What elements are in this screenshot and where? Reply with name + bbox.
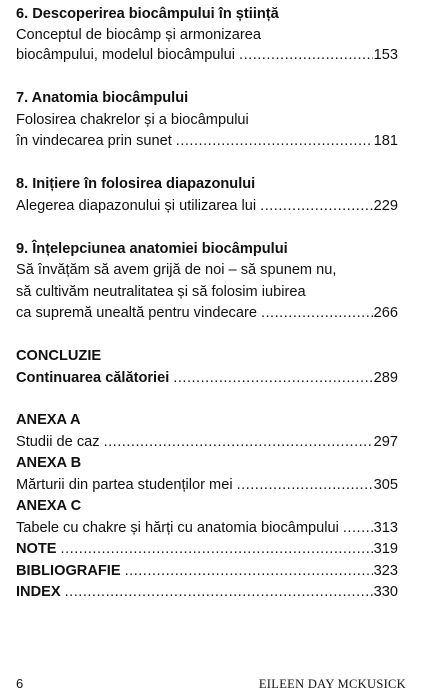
chapter-7-title: 7. Anatomia biocâmpului [16,90,189,106]
dot-leader [125,561,373,581]
page-number: 289 [373,370,398,386]
footer-author: EILEEN DAY MCKUSICK [258,677,406,691]
conclusion-title: CONCLUZIE [16,348,102,364]
chapter-6-entry: biocâmpului, modelul biocâmpului ..... 153 [16,45,398,65]
page-number: 153 [373,47,398,63]
annex-b-entry: Mărturii din partea studenților mei ..... 305 [16,475,398,495]
conclusion-entry: Continuarea călătoriei ..... 289 [16,368,398,388]
notes-entry: NOTE ..... 319 [16,539,398,559]
annex-a-entry: Studii de caz ..... 297 [16,432,398,452]
dot-leader [61,539,373,559]
annex-c-title: ANEXA C [16,498,82,514]
chapter-6-line-1: Conceptul de biocâmp și armonizarea [16,27,261,43]
dot-leader [104,432,373,452]
page-number: 229 [373,198,398,214]
chapter-7-entry: în vindecarea prin sunet ..... 181 [16,131,398,151]
page-number: 266 [373,305,398,321]
annex-a-title: ANEXA A [16,412,81,428]
bibliography-entry: BIBLIOGRAFIE ..... 323 [16,561,398,581]
chapter-9-entry: ca supremă unealtă pentru vindecare ..... 266 [16,303,398,323]
dot-leader [173,368,372,388]
dot-leader [65,582,373,602]
chapter-8-entry: Alegerea diapazonului și utilizarea lui ..... 229 [16,196,398,216]
dot-leader [261,303,373,323]
annex-c-entry: Tabele cu chakre și hărți cu anatomia biocâmpului ..... 313 [16,518,398,538]
chapter-9-title: 9. Înțelepciunea anatomiei biocâmpului [16,241,288,257]
dot-leader [176,131,373,151]
page-number: 181 [373,133,398,149]
page-number: 319 [373,541,398,557]
annex-b-title: ANEXA B [16,455,82,471]
chapter-8-title: 8. Inițiere în folosirea diapazonului [16,176,256,192]
chapter-6-title: 6. Descoperirea biocâmpului în știință [16,6,279,22]
page-number: 305 [373,477,398,493]
chapter-9-line-1: Să învățăm să avem grijă de noi – să spunem nu, [16,262,337,278]
chapter-9-line-2: să cultivăm neutralitatea și să folosim iubirea [16,284,306,300]
dot-leader [260,196,373,216]
dot-leader [343,518,373,538]
index-entry: INDEX ..... 330 [16,582,398,602]
page-number: 313 [373,520,398,536]
dot-leader [239,45,373,65]
page-number: 323 [373,563,398,579]
footer-page-number: 6 [16,676,24,691]
chapter-7-line-1: Folosirea chakrelor și a biocâmpului [16,112,249,128]
page-number: 297 [373,434,398,450]
dot-leader [237,475,373,495]
page-number: 330 [373,584,398,600]
